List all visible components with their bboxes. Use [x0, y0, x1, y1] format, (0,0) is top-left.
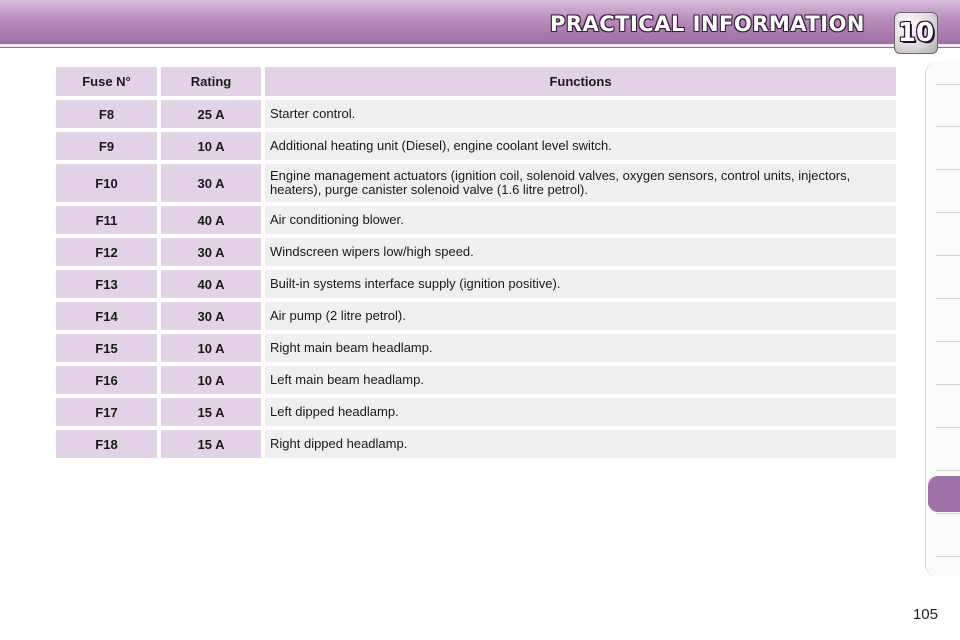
fuse-number: F18: [56, 430, 157, 458]
fuse-number: F12: [56, 238, 157, 266]
fuse-function: Built-in systems interface supply (ignition positive).: [265, 270, 896, 298]
column-header-rating: Rating: [161, 67, 261, 96]
fuse-number: F8: [56, 100, 157, 128]
table-row: [56, 100, 896, 128]
chapter-tab[interactable]: [936, 384, 960, 385]
fuse-function: Windscreen wipers low/high speed.: [265, 238, 896, 266]
fuse-rating: 25 A: [161, 100, 261, 128]
fuse-function: Additional heating unit (Diesel), engine coolant level switch.: [265, 132, 896, 160]
table-row: [56, 164, 896, 202]
fuse-rating: 40 A: [161, 206, 261, 234]
header-divider: [0, 44, 960, 47]
table-row: [56, 206, 896, 234]
fuse-number: F17: [56, 398, 157, 426]
column-header-fuse: Fuse N°: [56, 67, 157, 96]
chapter-tab[interactable]: [936, 84, 960, 85]
table-row: [56, 398, 896, 426]
chapter-tab[interactable]: [936, 341, 960, 342]
chapter-number: 10: [897, 18, 935, 48]
chapter-tab[interactable]: [936, 427, 960, 428]
page-title: PRACTICAL INFORMATION: [549, 12, 865, 36]
fuse-rating: 40 A: [161, 270, 261, 298]
column-header-functions: Functions: [265, 67, 896, 96]
fuse-rating: 30 A: [161, 164, 261, 202]
fuse-rating: 10 A: [161, 132, 261, 160]
chapter-tab-active[interactable]: [928, 476, 960, 512]
fuse-function: Air conditioning blower.: [265, 206, 896, 234]
chapter-tab[interactable]: [936, 255, 960, 256]
table-row: [56, 430, 896, 458]
fuse-rating: 10 A: [161, 334, 261, 362]
page-number: 105: [912, 606, 938, 623]
fuse-rating: 10 A: [161, 366, 261, 394]
fuse-rating: 15 A: [161, 430, 261, 458]
chapter-tab[interactable]: [936, 298, 960, 299]
chapter-tab[interactable]: [936, 556, 960, 557]
table-row: [56, 238, 896, 266]
chapter-tab[interactable]: [936, 513, 960, 514]
chapter-tab[interactable]: [936, 126, 960, 127]
fuse-number: F13: [56, 270, 157, 298]
fuse-number: F14: [56, 302, 157, 330]
table-header-row: [56, 67, 896, 96]
fuse-number: F10: [56, 164, 157, 202]
fuse-function: Left dipped headlamp.: [265, 398, 896, 426]
fuse-rating: 15 A: [161, 398, 261, 426]
fuse-function: Starter control.: [265, 100, 896, 128]
fuse-number: F9: [56, 132, 157, 160]
fuse-table: [52, 63, 900, 462]
chapter-tab[interactable]: [936, 212, 960, 213]
fuse-function: Right main beam headlamp.: [265, 334, 896, 362]
chapter-tab[interactable]: [936, 169, 960, 170]
table-row: [56, 302, 896, 330]
fuse-function: Right dipped headlamp.: [265, 430, 896, 458]
fuse-number: F15: [56, 334, 157, 362]
chapter-badge: [894, 12, 938, 54]
table-row: [56, 334, 896, 362]
table-row: [56, 366, 896, 394]
table-row: [56, 132, 896, 160]
chapter-tab[interactable]: [936, 470, 960, 471]
fuse-function: Air pump (2 litre petrol).: [265, 302, 896, 330]
fuse-number: F16: [56, 366, 157, 394]
fuse-function: Left main beam headlamp.: [265, 366, 896, 394]
fuse-rating: 30 A: [161, 238, 261, 266]
fuse-rating: 30 A: [161, 302, 261, 330]
fuse-number: F11: [56, 206, 157, 234]
fuse-function: Engine management actuators (ignition coil, solenoid valves, oxygen sensors, control units, injectors, heaters), purge canister solenoid valve (1.6 litre petrol).: [265, 164, 896, 202]
table-row: [56, 270, 896, 298]
